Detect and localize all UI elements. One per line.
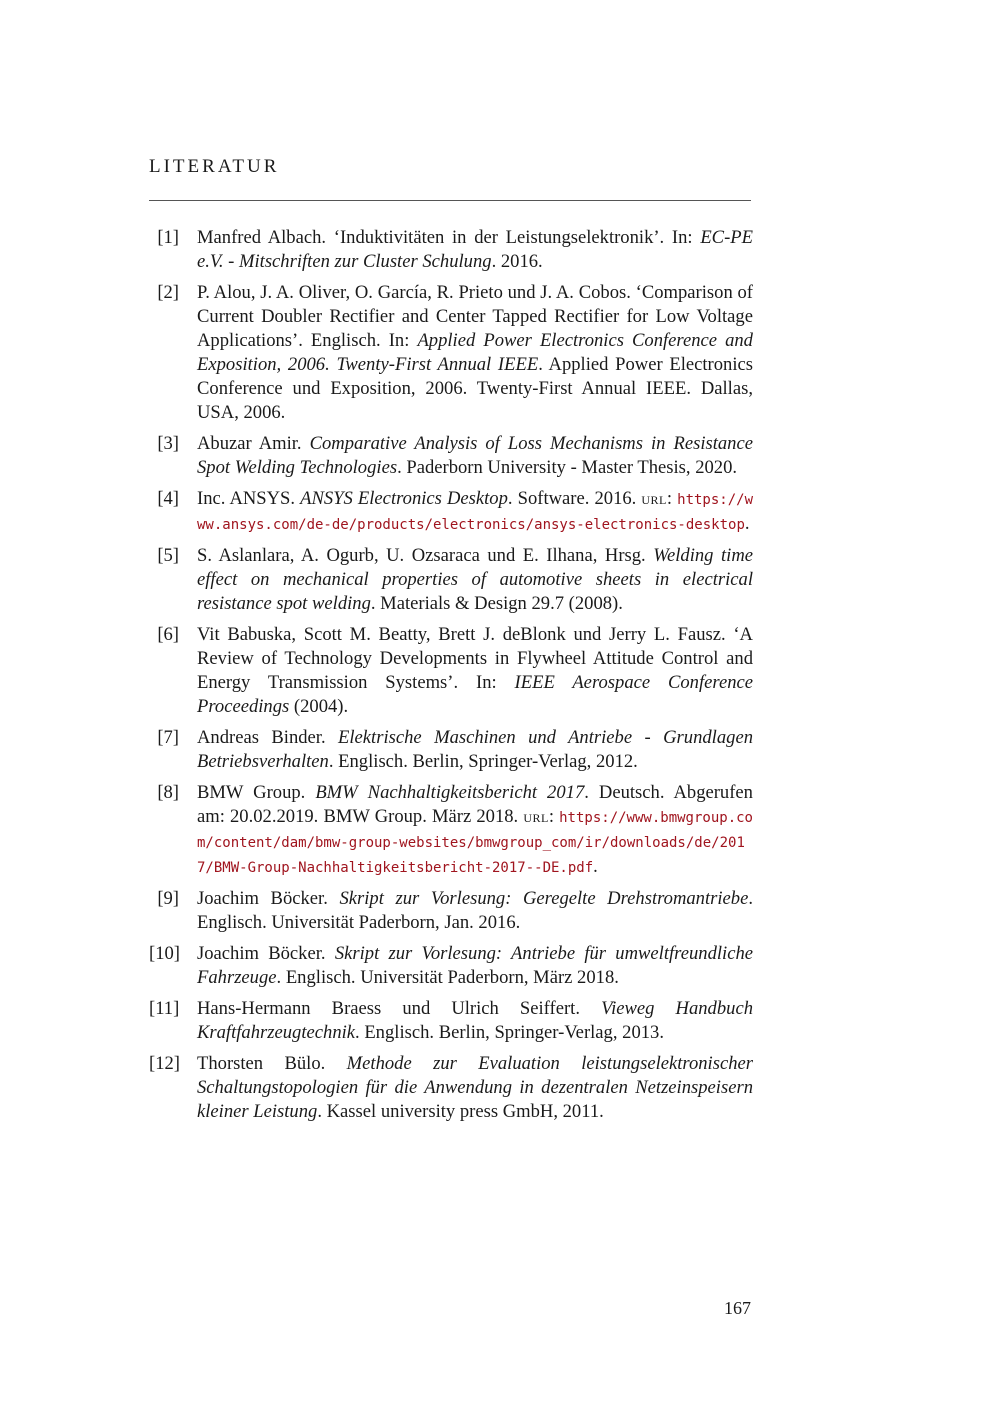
ref-authors: Hans-Hermann Braess und Ulrich Seiffert. [197, 998, 602, 1019]
ref-url-link[interactable]: https://www.ansys.com/de-de/products/electronics/ansys-electronics-desktop [197, 492, 753, 533]
ref-authors: Joachim Böcker. [197, 888, 340, 909]
bib-entry-1 [149, 226, 753, 274]
ref-authors: Inc. ANSYS. [197, 488, 301, 509]
ref-title: Elektrische Maschinen und Antriebe - Grundlagen Betriebsverhalten [197, 727, 753, 772]
ref-title: Comparative Analysis of Loss Mechanisms in Resistance Spot Welding Technologies [197, 433, 753, 478]
ref-authors: P. Alou, J. A. Oliver, O. García, R. Prieto und J. A. Cobos. ‘Comparison of Current Doubler Rectifier and Center Tapped Rectifier for Low Voltage Applications’. Englisch. In: [197, 282, 753, 351]
ref-details: . Englisch. Universität Paderborn, März 2018. [276, 967, 619, 988]
ref-title: ANSYS Electronics Desktop [300, 488, 508, 509]
ref-title: Vieweg Handbuch Kraftfahrzeugtechnik [197, 998, 753, 1043]
chapter-header: LITERATUR [149, 156, 280, 177]
bib-entry-2 [149, 281, 753, 425]
ref-authors: Abuzar Amir. [197, 433, 310, 454]
bib-entry-3 [149, 432, 753, 480]
ref-details: . Paderborn University - Master Thesis, 2020. [397, 457, 738, 478]
ref-title: EC-PE e.V. - Mitschriften zur Cluster Schulung [197, 227, 753, 272]
bib-entry-4 [149, 487, 753, 537]
ref-title: IEEE Aerospace Conference Proceedings [197, 672, 753, 717]
ref-details: . Deutsch. Abgerufen am: 20.02.2019. BMW Group. März 2018. [197, 782, 753, 827]
ref-number: [9] [157, 888, 179, 909]
ref-authors: S. Aslanlara, A. Ogurb, U. Ozsaraca und E. Ilhana, Hrsg. [197, 545, 654, 566]
header-rule [149, 200, 751, 201]
bib-entry-10 [149, 942, 753, 990]
ref-number: [5] [157, 545, 179, 566]
ref-url-link[interactable]: https://www.bmwgroup.com/content/dam/bmw-group-websites/bmwgroup_com/ir/downloads/de/2017/BMW-Group-Nachhaltigkeitsbericht-2017--DE.pdf [197, 810, 753, 876]
ref-title: Skript zur Vorlesung: Antriebe für umweltfreundliche Fahrzeuge [197, 943, 753, 988]
ref-title: Applied Power Electronics Conference and Exposition, 2006. Twenty-First Annual IEEE [197, 330, 753, 375]
ref-details: (2004). [289, 696, 349, 717]
ref-details: . 2016. [491, 251, 543, 272]
ref-text [197, 281, 753, 425]
bib-entry-9 [149, 887, 753, 935]
ref-number: [3] [157, 433, 179, 454]
ref-number: [7] [157, 727, 179, 748]
ref-end: . [744, 513, 750, 534]
ref-end: . [593, 856, 598, 877]
ref-number: [2] [157, 282, 179, 303]
bib-entry-12 [149, 1052, 753, 1124]
ref-text [197, 487, 753, 537]
ref-text [197, 544, 753, 616]
bib-entry-7 [149, 726, 753, 774]
ref-details: . Englisch. Berlin, Springer-Verlag, 2012. [328, 751, 638, 772]
ref-text [197, 226, 753, 274]
ref-number: [4] [157, 488, 179, 509]
url-label: url [523, 807, 549, 826]
ref-details: . Materials & Design 29.7 (2008). [370, 593, 623, 614]
ref-text [197, 997, 753, 1045]
ref-number: [1] [157, 227, 179, 248]
ref-title: Welding time effect on mechanical properties of automotive sheets in electrical resistance spot welding [197, 545, 754, 614]
ref-details: . Englisch. Universität Paderborn, Jan. 2016. [197, 888, 754, 933]
url-separator: : [548, 806, 560, 827]
ref-details: . Englisch. Berlin, Springer-Verlag, 2013. [355, 1022, 664, 1043]
ref-authors: Vit Babuska, Scott M. Beatty, Brett J. deBlonk und Jerry L. Fausz. ‘A Review of Technology Developments in Flywheel Attitude Control and Energy Transmission Systems’. In: [197, 624, 753, 693]
bibliography-list [149, 226, 753, 1131]
ref-authors: BMW Group. [197, 782, 316, 803]
ref-text [197, 942, 753, 990]
ref-authors: Manfred Albach. ‘Induktivitäten in der Leistungselektronik’. In: [197, 227, 701, 248]
bib-entry-8 [149, 781, 753, 880]
bib-entry-5 [149, 544, 753, 616]
ref-details: . Software. 2016. [507, 488, 642, 509]
ref-details: . Applied Power Electronics Conference und Exposition, 2006. Twenty-First Annual IEEE. Dallas, USA, 2006. [197, 354, 753, 423]
ref-text [197, 887, 753, 935]
ref-title: BMW Nachhaltigkeitsbericht 2017 [315, 782, 585, 803]
ref-text [197, 432, 753, 480]
ref-number: [11] [149, 998, 180, 1019]
ref-number: [10] [149, 943, 180, 964]
ref-authors: Andreas Binder. [197, 727, 339, 748]
ref-text [197, 726, 753, 774]
ref-title: Skript zur Vorlesung: Geregelte Drehstromantriebe [339, 888, 749, 909]
ref-title: Methode zur Evaluation leistungselektronischer Schaltungstopologien für die Anwendung in dezentralen Netzeinspeisern kleiner Leistung [197, 1053, 753, 1122]
ref-number: [6] [157, 624, 179, 645]
bib-entry-11 [149, 997, 753, 1045]
ref-authors: Thorsten Bülo. [197, 1053, 347, 1074]
bib-entry-6 [149, 623, 753, 719]
ref-number: [12] [149, 1053, 180, 1074]
ref-text [197, 781, 753, 880]
ref-authors: Joachim Böcker. [197, 943, 335, 964]
page-number: 167 [724, 1298, 751, 1318]
ref-details: . Kassel university press GmbH, 2011. [317, 1101, 604, 1122]
url-separator: : [666, 488, 678, 509]
ref-number: [8] [157, 782, 179, 803]
ref-text [197, 623, 753, 719]
ref-text [197, 1052, 753, 1124]
url-label: url [641, 489, 667, 508]
